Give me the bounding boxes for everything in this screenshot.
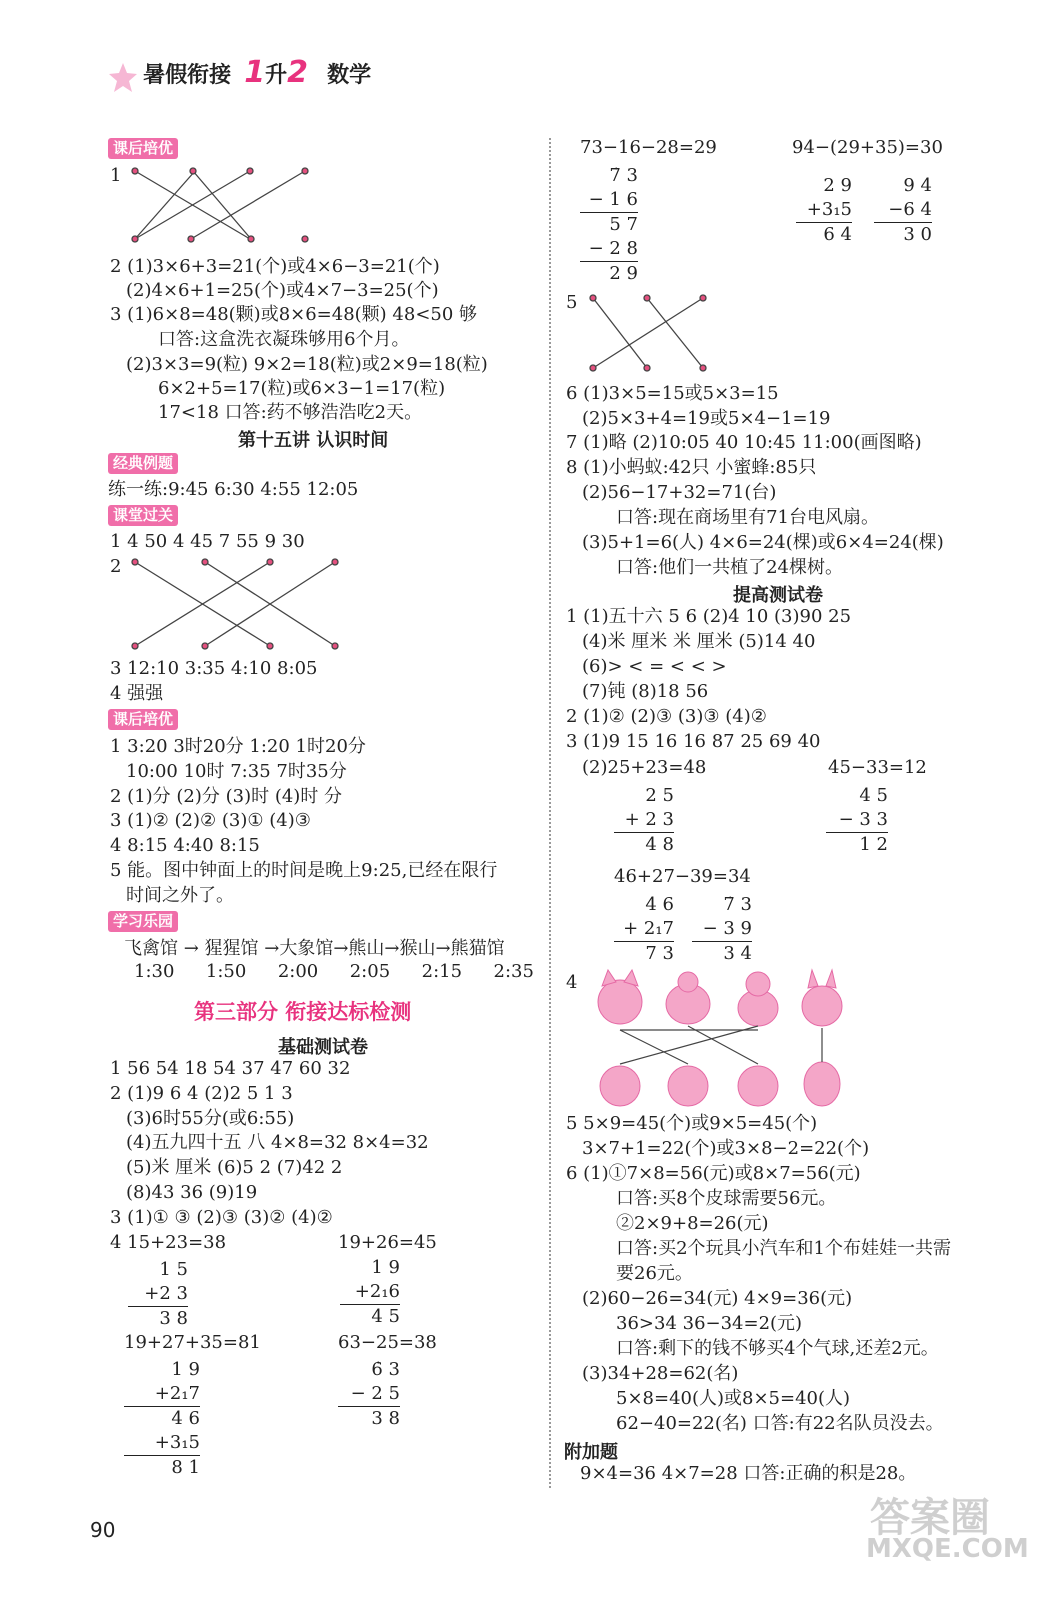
vertical-calc	[614, 893, 674, 966]
calc-row: + 2 3	[624, 809, 674, 830]
answer-line: 5 5×9=45(个)或9×5=45(个)	[566, 1113, 818, 1134]
head-icon	[738, 1066, 778, 1106]
calc-row: − 3 9	[702, 918, 752, 939]
answer-line: 1 56 54 18 54 37 47 60 32	[110, 1058, 351, 1079]
answer-line: (2)4×6+1=25(个)或4×7−3=25(个)	[126, 280, 439, 301]
answer-line: 2	[110, 556, 122, 577]
answer-line: 3 12:10 3:35 4:10 8:05	[110, 658, 318, 679]
calc-row: 4 6	[171, 1408, 200, 1429]
calc-row: 3 0	[903, 224, 932, 245]
calc-row: −6 4	[888, 199, 932, 220]
answer-line: 1	[110, 165, 122, 186]
answer-line: 8 (1)小蚂蚁:42只 小蜜蜂:85只	[566, 457, 817, 478]
answer-line: 94−(29+35)=30	[792, 137, 943, 158]
book-series: 暑假衔接	[143, 63, 232, 88]
answer-line: (4)五九四十五 八 4×8=32 8×4=32	[126, 1132, 429, 1153]
cat-icon	[598, 970, 642, 1024]
tag-kehou-peiyou-2: 课后培优	[108, 709, 178, 730]
answer-line: 口答:剩下的钱不够买4个气球,还差2元。	[616, 1338, 939, 1359]
answer-line: 2 (1)分 (2)分 (3)时 (4)时 分	[110, 786, 343, 807]
answer-line: 19+26=45	[338, 1232, 437, 1253]
calc-row: 4 5	[859, 785, 888, 806]
part-title: 第三部分 衔接达标检测	[194, 1000, 412, 1024]
answer-line: 时间之外了。	[126, 885, 234, 906]
column-divider	[549, 138, 551, 1488]
answer-line: (2)56−17+32=71(台)	[582, 482, 777, 503]
answer-line: 6×2+5=17(粒)或6×3−1=17(粒)	[158, 378, 446, 399]
header	[108, 55, 371, 95]
calc-row: 5 7	[609, 214, 638, 235]
answer-line: (5)米 厘米 (6)5 2 (7)42 2	[126, 1157, 343, 1178]
calc-row: 2 5	[645, 785, 674, 806]
tag-kehou-peiyou: 课后培优	[108, 138, 178, 159]
calc-row: 1 5	[159, 1259, 188, 1280]
calc-row: + 2₁7	[623, 918, 674, 939]
answer-line: 1 4 50 4 45 7 55 9 30	[110, 531, 305, 552]
route-time: 1:50	[205, 961, 247, 982]
answer-line: (7)钝 (8)18 56	[582, 681, 709, 702]
answer-line: (3)34+28=62(名)	[582, 1363, 739, 1384]
grade-mid: 升	[265, 63, 288, 88]
star-logo-icon	[108, 61, 138, 95]
answer-line: 17<18 口答:药不够浩浩吃2天。	[158, 402, 423, 423]
calc-row: − 3 3	[838, 809, 888, 830]
answer-line: 3×7+1=22(个)或3×8−2=22(个)	[582, 1138, 870, 1159]
calc-row: +2 3	[144, 1283, 188, 1304]
matching-lines-3	[585, 292, 715, 376]
answer-line: 4 强强	[110, 683, 164, 704]
answer-line: 5 能。图中钟面上的时间是晚上9:25,已经在限行	[110, 860, 498, 881]
calc-row: 7̇ 3	[723, 894, 752, 915]
answer-line: 4 15+23=38	[110, 1232, 227, 1253]
answer-line: 4 8:15 4:40 8:15	[110, 835, 260, 856]
calc-row: 3 8	[159, 1308, 188, 1329]
answer-line: 要26元。	[616, 1263, 693, 1284]
long-hair-icon	[804, 1062, 840, 1106]
answer-line: 46+27−39=34	[614, 866, 751, 887]
watermark-logo: 答案圈	[870, 1495, 990, 1541]
answer-line: 口答:买2个玩具小汽车和1个布娃娃一共需	[616, 1238, 951, 1259]
answer-line: 3 (1)6×8=48(颗)或8×6=48(颗) 48<50 够	[110, 304, 478, 325]
answer-line: 6 (1)3×5=15或5×3=15	[566, 383, 779, 404]
answer-line: 口答:这盒洗衣凝珠够用6个月。	[158, 329, 410, 350]
answer-line: (2)25+23=48	[582, 757, 707, 778]
answer-line: 19+27+35=81	[124, 1332, 261, 1353]
chick-icon	[666, 972, 710, 1024]
calc-row: 2 9	[609, 263, 638, 284]
lecture-title: 第十五讲 认识时间	[238, 430, 389, 451]
vertical-calc	[338, 1358, 400, 1431]
answer-line: 2 (1)9 6 4 (2)2 5 1 3	[110, 1083, 293, 1104]
answer-line: (3)5+1=6(人) 4×6=24(棵)或6×4=24(棵)	[582, 532, 944, 553]
zoo-route: 飞禽馆 → 猩猩馆 →大象馆→熊山→猴山→熊猫馆	[124, 938, 505, 959]
calc-row: 8 1	[171, 1457, 200, 1478]
calc-row: 4 8	[645, 834, 674, 855]
calc-row: 6̇ 3	[371, 1359, 400, 1380]
answer-line: 10:00 10时 7:35 7时35分	[126, 761, 347, 782]
vertical-calc	[128, 1258, 188, 1331]
calc-row: 7̇ 3	[609, 165, 638, 186]
answer-line: 练一练:9:45 6:30 4:55 12:05	[108, 479, 359, 500]
answer-line: 3 (1)① ③ (2)③ (3)② (4)②	[110, 1207, 333, 1228]
answer-line: 口答:买8个皮球需要56元。	[616, 1188, 837, 1209]
vertical-calc	[826, 784, 888, 857]
watermark-url: MXQE.COM	[866, 1534, 1029, 1564]
answer-line: 63−25=38	[338, 1332, 437, 1353]
answer-line: (8)43 36 (9)19	[126, 1182, 258, 1203]
answer-line: 5×8=40(人)或8×5=40(人)	[616, 1388, 851, 1409]
answer-line: 73−16−28=29	[580, 137, 717, 158]
calc-row: − 2 5	[350, 1383, 400, 1404]
tag-jingdian-liti: 经典例题	[108, 453, 178, 474]
answer-line: 45−33=12	[828, 757, 927, 778]
route-time: 2:15	[421, 961, 463, 982]
vertical-calc	[580, 164, 638, 286]
grade-to: 2	[287, 55, 308, 90]
calc-row: 2 9	[823, 175, 852, 196]
answer-line: (2)3×3=9(粒) 9×2=18(粒)或2×9=18(粒)	[126, 354, 488, 375]
route-time: 1:30	[134, 961, 175, 982]
vertical-calc	[614, 784, 674, 857]
answer-line: 6 (1)①7×8=56(元)或8×7=56(元)	[566, 1163, 861, 1184]
calc-row: +2₁6	[354, 1281, 400, 1302]
tag-xuexi-leyuan: 学习乐园	[108, 911, 178, 932]
matching-lines-2	[125, 556, 345, 656]
calc-row: 1 2	[859, 834, 888, 855]
grade-from: 1	[244, 55, 266, 90]
calc-row: 9 4	[903, 175, 932, 196]
girl-icon	[600, 1066, 640, 1106]
answer-line: (3)6时55分(或6:55)	[126, 1108, 295, 1129]
answer-line: 7 (1)略 (2)10:05 40 10:45 11:00(画图略)	[566, 432, 922, 453]
answer-line: (2)5×3+4=19或5×4−1=19	[582, 408, 831, 429]
tag-ketang-guoguan: 课堂过关	[108, 505, 178, 526]
answer-line: 9×4=36 4×7=28 口答:正确的积是28。	[580, 1463, 917, 1484]
calc-row: 4 5	[371, 1306, 400, 1327]
answer-line: 4	[566, 972, 578, 993]
answer-line: 62−40=22(名) 口答:有22名队员没去。	[616, 1413, 944, 1434]
calc-row: +2₁7	[154, 1383, 200, 1404]
child-icon	[668, 1066, 708, 1106]
calc-row: 1 9	[171, 1359, 200, 1380]
answer-line: (4)米 厘米 米 厘米 (5)14 40	[582, 631, 816, 652]
vertical-calc	[796, 174, 852, 247]
answer-line: 口答:他们一共植了24棵树。	[616, 557, 843, 578]
answer-line: 3 (1)② (2)② (3)① (4)③	[110, 810, 311, 831]
answer-line: ②2×9+8=26(元)	[616, 1213, 769, 1234]
section-title: 提高测试卷	[733, 585, 823, 606]
vertical-calc	[124, 1358, 200, 1480]
calc-row: 7 3	[645, 943, 674, 964]
zoo-route-times	[134, 961, 534, 983]
animal-matching-illustration	[590, 968, 860, 1108]
rabbit-icon	[802, 970, 842, 1026]
answer-line: 1 (1)五十六 5 6 (2)4 10 (3)90 25	[566, 606, 852, 627]
vertical-calc	[692, 893, 752, 966]
answer-line: (6)> < = < < >	[582, 656, 727, 677]
section-title: 基础测试卷	[278, 1037, 368, 1058]
answer-line: (2)60−26=34(元) 4×9=36(元)	[582, 1288, 853, 1309]
calc-row: − 1 6	[588, 189, 638, 210]
calc-row: 3 8	[371, 1408, 400, 1429]
matching-lines-1	[125, 165, 315, 250]
answer-line: 口答:现在商场里有71台电风扇。	[616, 507, 879, 528]
vertical-calc	[340, 1256, 400, 1329]
subject: 数学	[327, 63, 372, 88]
page-number: 90	[90, 1518, 116, 1542]
vertical-calc	[874, 174, 932, 247]
calc-row: +3₁5	[154, 1432, 200, 1453]
answer-line: 36>34 36−34=2(元)	[616, 1313, 803, 1334]
calc-row: − 2 8	[588, 238, 638, 259]
answer-line: 2 (1)3×6+3=21(个)或4×6−3=21(个)	[110, 256, 440, 277]
calc-row: 3 4	[723, 943, 752, 964]
answer-line: 2 (1)② (2)③ (3)③ (4)②	[566, 706, 767, 727]
route-time: 2:05	[349, 961, 391, 982]
route-time: 2:00	[277, 961, 319, 982]
calc-row: 1 9	[371, 1257, 400, 1278]
snowman-icon	[738, 972, 778, 1026]
calc-row: +3₁5	[806, 199, 852, 220]
calc-row: 6 4	[823, 224, 852, 245]
calc-row: 4 6	[645, 894, 674, 915]
section-title: 附加题	[564, 1442, 618, 1463]
route-time: 2:35	[493, 961, 534, 982]
answer-line: 3 (1)9 15 16 16 87 25 69 40	[566, 731, 821, 752]
answer-line: 5	[566, 292, 578, 313]
answer-line: 1 3:20 3时20分 1:20 1时20分	[110, 736, 366, 757]
